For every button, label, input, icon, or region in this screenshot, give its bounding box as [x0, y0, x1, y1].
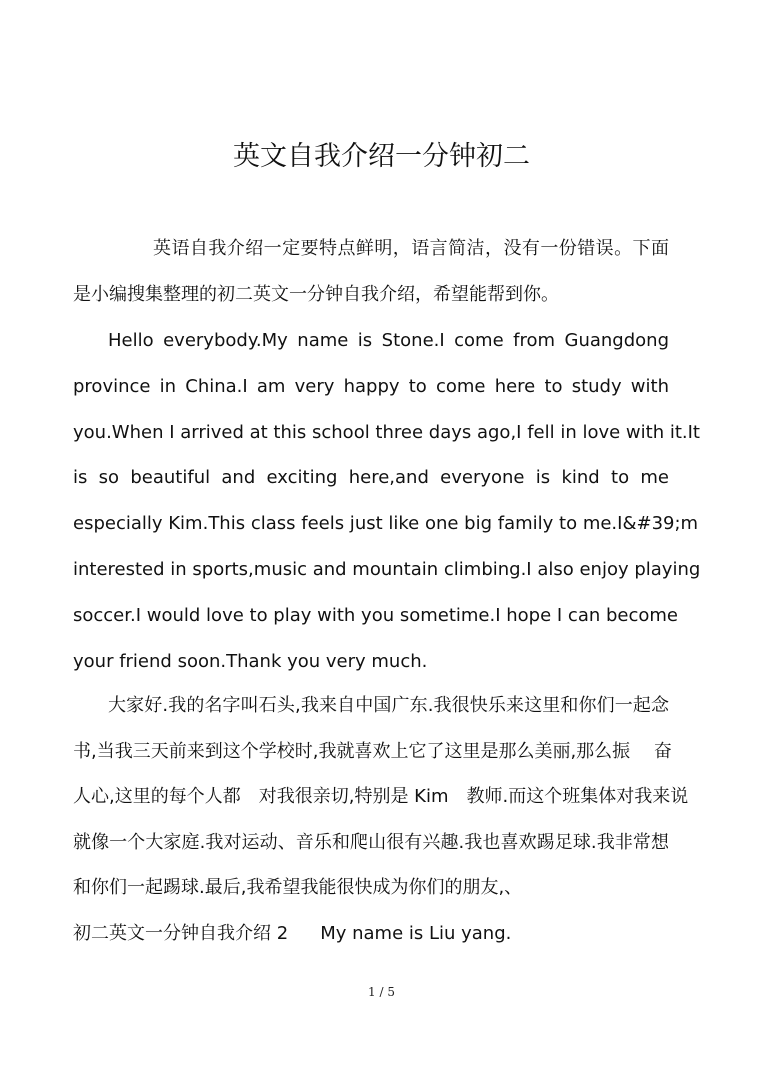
english-line-6: interested in sports,music and mountain climbing.I also enjoy playing — [73, 558, 701, 580]
page-number: 1 / 5 — [368, 985, 395, 999]
chinese-line-1: 大家好.我的名字叫石头,我来自中国广东.我很快乐来这里和你们一起念 — [108, 695, 669, 716]
chinese-line-3: 人心,这里的每个人都 对我很亲切,特别是 Kim 教师.而这个班集体对我来说 — [73, 786, 689, 807]
english-line-8: your friend soon.Thank you very much. — [73, 650, 428, 672]
intro-paragraph — [73, 226, 669, 318]
english-paragraph — [73, 318, 701, 684]
chinese-line-5: 和你们一起踢球.最后,我希望我能很快成为你们的朋友,、 — [73, 877, 523, 898]
english-line-2: province in China.I am very happy to come here to study with — [73, 375, 669, 397]
document-title: 英文自我介绍一分钟初二 — [233, 141, 530, 172]
next-section-line — [73, 911, 669, 957]
intro-line-1: 英语自我介绍一定要特点鲜明，语言简洁，没有一份错误。下面 — [153, 238, 669, 259]
chinese-paragraph — [73, 683, 689, 911]
chinese-line-2: 书,当我三天前来到这个学校时,我就喜欢上它了这里是那么美丽,那么振 奋 — [73, 740, 672, 762]
next-first-line: My name is Liu yang. — [320, 923, 512, 944]
english-line-5: especially Kim.This class feels just like one big family to me.I&#39;m — [73, 513, 699, 535]
english-line-1: Hello everybody.My name is Stone.I come from Guangdong — [108, 330, 669, 351]
english-line-4: is so beautiful and exciting here,and everyone is kind to me — [73, 467, 669, 489]
intro-line-2: 是小编搜集整理的初二英文一分钟自我介绍，希望能帮到你。 — [73, 284, 559, 305]
chinese-line-4: 就像一个大家庭.我对运动、音乐和爬山很有兴趣.我也喜欢踢足球.我非常想 — [73, 831, 669, 853]
next-heading: 初二英文一分钟自我介绍 2 — [73, 923, 289, 944]
english-line-3: you.When I arrived at this school three days ago,I fell in love with it.It — [73, 421, 700, 443]
english-line-7: soccer.I would love to play with you sometime.I hope I can become — [73, 604, 679, 626]
